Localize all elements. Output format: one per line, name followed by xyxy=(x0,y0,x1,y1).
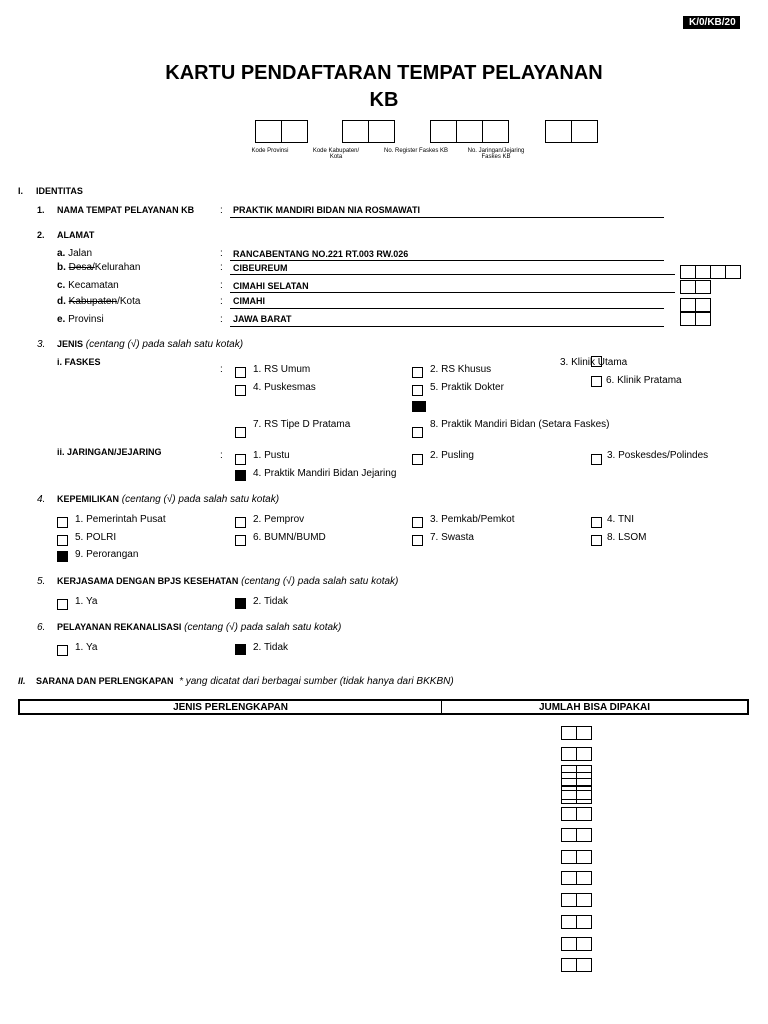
option-rekanalisasi-ya: 1. Ya xyxy=(75,642,98,653)
kelurahan-label: b. Desa/Kelurahan xyxy=(57,262,141,273)
checkbox-pusling[interactable] xyxy=(412,454,423,465)
checkbox-puskesmas[interactable] xyxy=(235,385,246,396)
section2-num: II. xyxy=(18,676,26,686)
item5-heading: KERJASAMA DENGAN BPJS KESEHATAN (centang (√) pada salah satu kotak) xyxy=(57,576,399,587)
option-bpjs-ya: 1. Ya xyxy=(75,596,98,607)
jalan-value[interactable]: RANCABENTANG NO.221 RT.003 RW.026 xyxy=(233,249,409,259)
option-poskesdes: 3. Poskesdes/Polindes xyxy=(607,450,709,461)
checkbox-pemkab[interactable] xyxy=(412,517,423,528)
faskes-colon: : xyxy=(220,364,223,375)
kecamatan-code-boxes[interactable] xyxy=(681,280,711,294)
col-jumlah-bisa-dipakai: JUMLAH BISA DIPAKAI xyxy=(538,702,651,713)
page-title: KARTU PENDAFTARAN TEMPAT PELAYANAN xyxy=(165,62,603,84)
kelurahan-colon: : xyxy=(220,262,223,273)
provinsi-underline xyxy=(230,326,664,327)
jumlah-box[interactable] xyxy=(562,790,592,804)
item1-num: 1. xyxy=(37,205,45,215)
option-rs-umum: 1. RS Umum xyxy=(253,364,311,375)
checkbox-lsom[interactable] xyxy=(591,535,602,546)
option-praktik-dokter: 5. Praktik Dokter xyxy=(430,382,504,393)
item4-num: 4. xyxy=(37,494,46,505)
item1-colon: : xyxy=(220,205,223,216)
item1-label: NAMA TEMPAT PELAYANAN KB xyxy=(57,205,195,215)
option-pusling: 2. Pusling xyxy=(430,450,474,461)
jumlah-box[interactable] xyxy=(562,958,592,972)
page-title-line2: KB xyxy=(369,89,399,111)
checkbox-rekanalisasi-ya[interactable] xyxy=(57,645,68,656)
option-lsom: 8. LSOM xyxy=(607,532,647,543)
option-klinik-utama: 3. Klinik Utama xyxy=(560,357,628,368)
item5-num: 5. xyxy=(37,576,46,587)
provinsi-label: e. Provinsi xyxy=(57,314,104,325)
option-pemprov: 2. Pemprov xyxy=(253,514,305,525)
col-jenis-perlengkapan: JENIS PERLENGKAPAN xyxy=(20,701,442,713)
kecamatan-colon: : xyxy=(220,280,223,291)
checkbox-bpjs-tidak[interactable] xyxy=(235,598,246,609)
option-rs-khusus: 2. RS Khusus xyxy=(430,364,492,375)
jumlah-box[interactable] xyxy=(562,747,592,761)
checkbox-swasta[interactable] xyxy=(412,535,423,546)
option-pustu: 1. Pustu xyxy=(253,450,290,461)
checkbox-rs-khusus[interactable] xyxy=(412,367,423,378)
jaringan-colon: : xyxy=(220,450,223,461)
option-pemkab: 3. Pemkab/Pemkot xyxy=(430,514,515,525)
option-rekanalisasi-tidak: 2. Tidak xyxy=(253,642,289,653)
item2-num: 2. xyxy=(37,230,45,240)
form-code: K/0/KB/20 xyxy=(683,16,740,29)
jalan-label: a. Jalan xyxy=(57,248,93,259)
kelurahan-underline xyxy=(230,274,675,275)
option-pmb-jejaring: 4. Praktik Mandiri Bidan Jejaring xyxy=(253,468,397,479)
checkbox-praktik-dokter[interactable] xyxy=(412,385,423,396)
jumlah-box[interactable] xyxy=(562,850,592,864)
jaringan-faskes-boxes[interactable] xyxy=(546,120,598,143)
kecamatan-value[interactable]: CIMAHI SELATAN xyxy=(233,281,309,291)
kelurahan-code-boxes[interactable] xyxy=(681,265,741,279)
option-bpjs-tidak: 2. Tidak xyxy=(253,596,289,607)
checkbox-pemprov[interactable] xyxy=(235,517,246,528)
caption-kode-kota: Kode Kabupaten/ Kota xyxy=(312,148,360,160)
kode-provinsi-boxes[interactable] xyxy=(256,120,308,143)
checkbox-rekanalisasi-tidak[interactable] xyxy=(235,644,246,655)
kota-colon: : xyxy=(220,296,223,307)
checkbox-rs-tipe-d[interactable] xyxy=(235,427,246,438)
item6-heading: PELAYANAN REKANALISASI (centang (√) pada salah satu kotak) xyxy=(57,622,342,633)
jalan-colon: : xyxy=(220,248,223,259)
option-bumn: 6. BUMN/BUMD xyxy=(253,532,326,543)
register-faskes-boxes[interactable] xyxy=(431,120,509,143)
kota-underline xyxy=(230,308,664,309)
jumlah-box[interactable] xyxy=(562,807,592,821)
option-pemerintah-pusat: 1. Pemerintah Pusat xyxy=(75,514,166,525)
checkbox-pemerintah-pusat[interactable] xyxy=(57,517,68,528)
option-perorangan: 9. Perorangan xyxy=(75,549,139,560)
section2-heading: SARANA DAN PERLENGKAPAN * yang dicatat dari berbagai sumber (tidak hanya dari BKKBN) xyxy=(36,676,454,687)
jaringan-label: ii. JARINGAN/JEJARING xyxy=(57,447,162,457)
checkbox-klinik-pratama[interactable] xyxy=(591,376,602,387)
checkbox-tni[interactable] xyxy=(591,517,602,528)
kelurahan-value[interactable]: CIBEUREUM xyxy=(233,263,288,273)
caption-jaringan: No. Jaringan/Jejaring Faskes KB xyxy=(467,148,525,160)
kecamatan-label: c. Kecamatan xyxy=(57,280,119,291)
jumlah-box[interactable] xyxy=(562,915,592,929)
kecamatan-underline xyxy=(230,292,675,293)
caption-register: No. Register Faskes KB xyxy=(383,148,449,154)
item3-heading: JENIS (centang (√) pada salah satu kotak) xyxy=(57,339,244,350)
provinsi-code-boxes[interactable] xyxy=(681,312,711,326)
checkbox-poskesdes[interactable] xyxy=(591,454,602,465)
checkbox-pmb-faskes[interactable] xyxy=(412,427,423,438)
checkbox-perorangan[interactable] xyxy=(57,551,68,562)
option-pmb-faskes: 8. Praktik Mandiri Bidan (Setara Faskes) xyxy=(430,419,610,430)
option-polri: 5. POLRI xyxy=(75,532,117,543)
nama-tempat-underline xyxy=(230,217,664,218)
jumlah-box[interactable] xyxy=(562,871,592,885)
perlengkapan-table-header xyxy=(18,699,749,715)
option-tni: 4. TNI xyxy=(607,514,635,525)
faskes-label: i. FASKES xyxy=(57,357,101,367)
jumlah-box[interactable] xyxy=(562,828,592,842)
checkbox-rs-umum[interactable] xyxy=(235,367,246,378)
jumlah-box[interactable] xyxy=(562,772,592,786)
checkbox-bumn[interactable] xyxy=(235,535,246,546)
caption-kode-provinsi: Kode Provinsi xyxy=(251,148,289,154)
provinsi-colon: : xyxy=(220,314,223,325)
item6-num: 6. xyxy=(37,622,46,633)
checkbox-pustu[interactable] xyxy=(235,454,246,465)
jumlah-box[interactable] xyxy=(562,893,592,907)
item4-heading: KEPEMILIKAN (centang (√) pada salah satu kotak) xyxy=(57,494,280,505)
checkbox-filled-mark[interactable] xyxy=(412,401,426,412)
option-puskesmas: 4. Puskesmas xyxy=(253,382,316,393)
jumlah-box[interactable] xyxy=(562,937,592,951)
option-rs-tipe-d: 7. RS Tipe D Pratama xyxy=(253,419,351,430)
kota-label: d. Kabupaten/Kota xyxy=(57,296,141,307)
checkbox-polri[interactable] xyxy=(57,535,68,546)
section1-num: I. xyxy=(18,186,24,196)
jalan-underline xyxy=(230,260,664,261)
nama-tempat-value[interactable]: PRAKTIK MANDIRI BIDAN NIA ROSMAWATI xyxy=(233,205,420,215)
kota-value[interactable]: CIMAHI xyxy=(233,296,265,306)
kota-code-boxes[interactable] xyxy=(681,298,711,312)
checkbox-bpjs-ya[interactable] xyxy=(57,599,68,610)
provinsi-value[interactable]: JAWA BARAT xyxy=(233,314,292,324)
item2-label: ALAMAT xyxy=(57,230,95,240)
checkbox-pmb-jejaring[interactable] xyxy=(235,470,246,481)
jumlah-box[interactable] xyxy=(562,726,592,740)
section1-title: IDENTITAS xyxy=(36,186,83,196)
kode-kota-boxes[interactable] xyxy=(343,120,395,143)
item3-num: 3. xyxy=(37,339,46,350)
option-klinik-pratama: 6. Klinik Pratama xyxy=(606,375,682,386)
option-swasta: 7. Swasta xyxy=(430,532,474,543)
